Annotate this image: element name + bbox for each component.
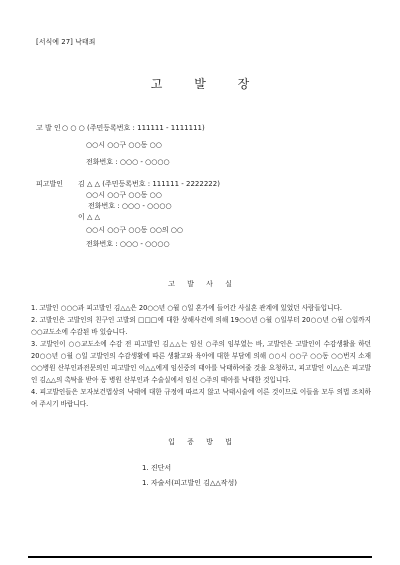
accused-1-address: ○○시 ○○구 ○○동 ○○ bbox=[86, 191, 162, 199]
facts-list bbox=[31, 302, 371, 410]
evidence-heading: 입 증 방 법 bbox=[168, 438, 237, 446]
fact-item: 1. 고발인 ○○○과 피고발인 김△△은 20○○년 ○월 ○일 혼가에 들어간 사실혼 관계에 있었던 사람들입니다. bbox=[31, 304, 343, 312]
bottom-divider bbox=[28, 556, 372, 558]
complainant-address: ○○시 ○○구 ○○동 ○○ bbox=[86, 141, 162, 149]
form-label: [서식예 27] 낙태죄 bbox=[36, 38, 96, 46]
complainant-block bbox=[36, 121, 366, 171]
document-title: 고 발 장 bbox=[150, 77, 264, 91]
accused-2-phone: 전화번호 : ○○○ - ○○○○ bbox=[86, 240, 170, 248]
evidence-item: 1. 자술서(피고발인 김△△작성) bbox=[142, 479, 237, 487]
accused-2-name-line: 이 △ △ bbox=[78, 213, 100, 221]
complainant-phone: 전화번호 : ○○○ - ○○○○ bbox=[86, 158, 170, 166]
accused-2-address: ○○시 ○○구 ○○동 ○○의 ○○ bbox=[86, 226, 184, 234]
complainant-name-line: ○ ○ ○ (주민등록번호 : 111111 - 1111111) bbox=[62, 124, 205, 132]
fact-item: 4. 피고발인들은 모자보건법상의 낙태에 대한 규정에 따르지 않고 낙태시술에 이른 것이므로 이들을 모두 의법 조치하여 주시기 바랍니다. bbox=[31, 388, 371, 408]
accused-1-phone: 전화번호 : ○○○ - ○○○○ bbox=[88, 202, 172, 210]
evidence-list bbox=[142, 461, 237, 491]
accused-label: 피고발인 bbox=[36, 180, 64, 188]
accused-1-name-line: 김 △ △ (주민등록번호 : 111111 - 2222222) bbox=[78, 180, 220, 188]
evidence-item: 1. 진단서 bbox=[142, 464, 172, 472]
complainant-label: 고 발 인 bbox=[36, 124, 61, 132]
facts-heading: 고 발 사 실 bbox=[168, 280, 237, 288]
fact-item: 3. 고발인이 ○○교도소에 수감 전 피고발인 김△△는 임신 ○주의 임부였는 바, 고발인은 고발인이 수감생활을 하던 20○○년 ○월 ○일 고발인의 수감생활에 따른 생활고와 육아에 대한 부담에 의해 ○○시 ○○구 ○○동 ○○번지 소재 ○○병원 산부인과전문의인 피고발인 이△△에게 임신중의 태아를 낙태하여줄 것을 요청하고, 피고발인 이△△은 피고발인 김△△의 촉탁을 받아 동 병원 산부인과 수술실에서 임신 ○주의 태아를 낙태한 것입니다. bbox=[31, 340, 371, 384]
fact-item: 2. 고발인은 고발인의 친구인 고발외 □□□에 대한 상해사건에 의해 19○○년 ○월 ○일부터 20○○년 ○월 ○일까지 ○○교도소에 수감된 바 있습니다. bbox=[31, 316, 371, 336]
accused-block bbox=[36, 177, 366, 257]
